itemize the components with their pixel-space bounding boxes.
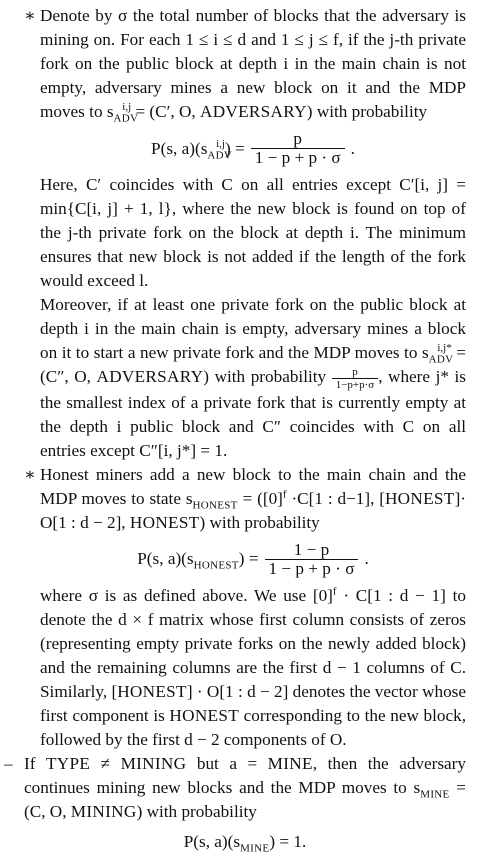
- paragraph-moreover: Moreover, if at least one private fork on the public block at depth i in the main chain is empty, adversary mines a block on it to start a new private fork and the MDP moves to $s_{ADV}^{i,j*} = (C''$, O, ADVERSARY) with probability $\frac{p}{1-p+p\cdot\sigma}$ , where j* is the smallest index of a private fork that is currently empty at the depth i public block and C″ coincides with C on all entries except C″[i, j*] = 1.: [40, 295, 466, 460]
- equation-mine: P(s, $a)(s_{MINE}) = 1$.: [183, 831, 307, 854]
- list-item-adversary-mines: [0, 4, 466, 463]
- list-item-mine: [0, 752, 466, 854]
- list-item-honest-miners: [0, 463, 466, 752]
- star-bullet: ∗: [24, 464, 36, 484]
- dash-bullet: –: [4, 753, 13, 773]
- item-text: If TYPE ≠ MINING but a = MINE, then the adversary continues mining new blocks and the MDP moves to $s_{MINE} = (C$, O, MINING) with probability: [24, 753, 466, 821]
- paragraph-here: Here, C′ coincides with C on all entries except C′[i, j] = min{C[i, j] + 1, l}, where the new block is found on top of the j-th private fork on the block at depth i. The minimum ensures that new block is not added if the length of the fork would exceed l.: [40, 175, 466, 290]
- star-bullet: ∗: [24, 6, 36, 25]
- equation-honest: P(s, $a)(s_{HONEST})$ = $\frac{1 - p}{1 - p + p \cdot \sigma}$ .: [137, 539, 369, 578]
- item-text: Honest miners add a new block to the main chain and the MDP moves to state $s_{HONEST} = ([0]^f \cdot C[1$ : d−1], [HONEST]· O[1 : d − 2], HONEST) with probability: [40, 464, 467, 532]
- equation-adv: P(s, $a)(s_{ADV}^{i,j})$ = $\frac{p}{1 - p + p \cdot \sigma}$ .: [151, 129, 355, 167]
- paragraph-where: where σ is as defined above. We use $[0]^f \cdot C[1$ : d − 1] to denote the d × f matrix whose first column consists of zeros (representing empty private forks on the newly added block) and the remaining columns are the first d − 1 columns of C. Similarly, [HONEST] · O[1 : d − 2] denotes the vector whose first component is HONEST corresponding to the new block, followed by the first d − 2 components of O.: [40, 584, 466, 749]
- item-text: Denote by σ the total number of blocks that the adversary is mining on. For each 1 ≤ i ≤ d and 1 ≤ j ≤ f, if the j-th private fork on the public block at depth i in the main chain is not empty, adversary mines a new block on it and the MDP moves to $s_{ADV}^{i,j} = (C'$, O, ADVERSARY) with probability: [40, 6, 466, 125]
